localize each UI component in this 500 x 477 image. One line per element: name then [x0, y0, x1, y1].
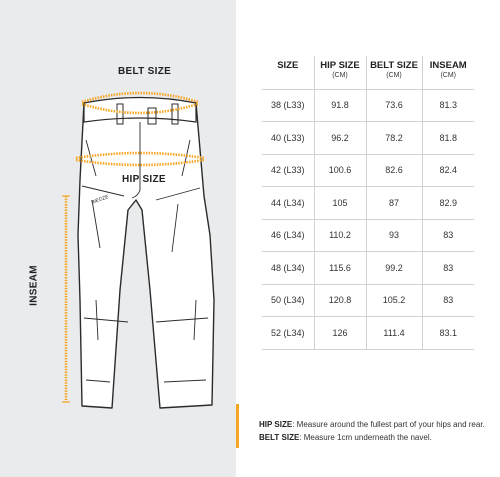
inseam-cell: 81.3	[422, 89, 474, 122]
inseam-cell: 82.4	[422, 154, 474, 187]
size-cell: 52 (L34)	[262, 317, 314, 350]
belt-cell: 93	[366, 219, 422, 252]
belt-cell: 73.6	[366, 89, 422, 122]
hip-size-note	[259, 418, 500, 431]
belt-size-note-text: : Measure 1cm underneath the navel.	[299, 433, 432, 442]
belt-cell: 111.4	[366, 317, 422, 350]
hip-size-label: HIP SIZE	[122, 174, 166, 185]
hip-size-note-term: HIP SIZE	[259, 420, 293, 429]
table-row	[262, 252, 474, 285]
table-row	[262, 89, 474, 122]
belt-cell: 82.6	[366, 154, 422, 187]
hip-cell: 126	[314, 317, 366, 350]
belt-size-note	[259, 431, 500, 444]
hip-cell: 91.8	[314, 89, 366, 122]
hip-size-note-text: : Measure around the fullest part of your hips and rear.	[292, 420, 485, 429]
header-belt-size: BELT SIZE (CM)	[366, 56, 422, 89]
table-row	[262, 219, 474, 252]
size-cell: 40 (L33)	[262, 122, 314, 155]
inseam-cell: 83.1	[422, 317, 474, 350]
inseam-cell: 83	[422, 252, 474, 285]
belt-cell: 87	[366, 187, 422, 220]
inseam-cell: 82.9	[422, 187, 474, 220]
header-hip-size: HIP SIZE (CM)	[314, 56, 366, 89]
table-row	[262, 122, 474, 155]
hip-cell: 115.6	[314, 252, 366, 285]
hip-cell: 105	[314, 187, 366, 220]
size-cell: 38 (L33)	[262, 89, 314, 122]
belt-size-label: BELT SIZE	[118, 66, 172, 77]
hip-cell: 96.2	[314, 122, 366, 155]
pants-outline	[78, 103, 214, 408]
hip-cell: 110.2	[314, 219, 366, 252]
brand-mark: WEDZE	[90, 194, 110, 206]
hip-cell: 100.6	[314, 154, 366, 187]
size-chart-table	[262, 56, 474, 350]
size-cell: 42 (L33)	[262, 154, 314, 187]
belt-cell: 105.2	[366, 284, 422, 317]
table-row	[262, 284, 474, 317]
table-header-row	[262, 56, 474, 89]
measurement-notes	[236, 404, 500, 448]
header-size: SIZE	[262, 56, 314, 89]
header-inseam: INSEAM (CM)	[422, 56, 474, 89]
inseam-cell: 83	[422, 219, 474, 252]
diagram-panel	[0, 0, 236, 477]
belt-size-note-term: BELT SIZE	[259, 433, 300, 442]
size-cell: 48 (L34)	[262, 252, 314, 285]
size-cell: 44 (L34)	[262, 187, 314, 220]
table-row	[262, 154, 474, 187]
inseam-cell: 81.8	[422, 122, 474, 155]
size-cell: 46 (L34)	[262, 219, 314, 252]
belt-cell: 78.2	[366, 122, 422, 155]
hip-cell: 120.8	[314, 284, 366, 317]
inseam-cell: 83	[422, 284, 474, 317]
inseam-label: INSEAM	[28, 265, 40, 306]
size-cell: 50 (L34)	[262, 284, 314, 317]
table-row	[262, 317, 474, 350]
table-row	[262, 187, 474, 220]
belt-cell: 99.2	[366, 252, 422, 285]
